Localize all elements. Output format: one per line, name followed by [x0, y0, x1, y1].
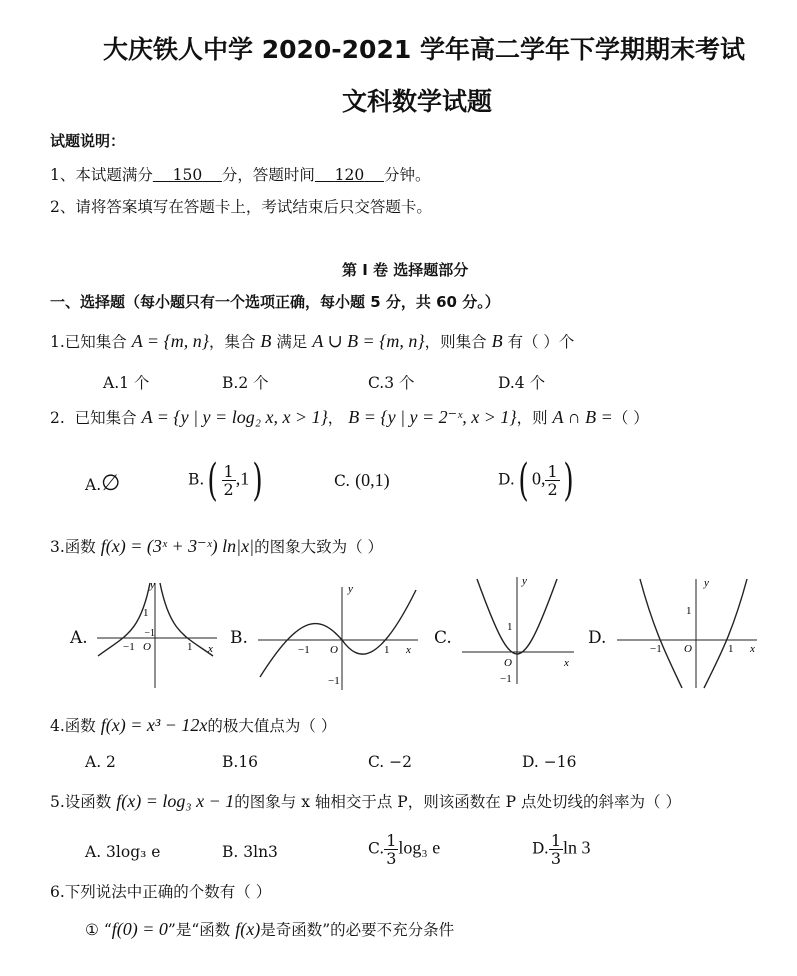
q4-option-c: C. −2	[368, 753, 413, 771]
graph-b	[258, 582, 423, 692]
svg-text:−1: −1	[650, 643, 662, 655]
svg-text:y: y	[704, 577, 709, 589]
svg-text:−1: −1	[328, 675, 340, 687]
q2-option-c: C. (0,1)	[334, 470, 390, 490]
question-4: 4.函数 f(x) = x³ − 12x的极大值点为（ ）	[50, 715, 337, 735]
q1-option-c: C.3 个	[368, 374, 415, 392]
q4-option-d: D. −16	[522, 753, 577, 771]
svg-text:O: O	[143, 641, 151, 653]
q3-label-d: D.	[588, 628, 607, 648]
svg-text:x: x	[564, 657, 569, 669]
part-heading: 一、选择题（每小题只有一个选项正确，每小题 5 分，共 60 分。）	[50, 293, 500, 311]
q5-option-d: D. $\frac{1}{3}$ ln 3	[532, 831, 591, 868]
instructions-line2: 2、请将答案填写在答题卡上，考试结束后只交答题卡。	[50, 198, 432, 216]
question-2: 2. 已知集合 A = {y | y = log₂ x, x > 1}， B = {y | y = 2⁻ˣ, x > 1}，则 A ∩ B =（ ）	[50, 407, 649, 427]
section-label: 第 I 卷 选择题部分	[342, 261, 469, 279]
svg-text:O: O	[330, 644, 338, 656]
q4-option-b: B.16	[222, 753, 259, 771]
q1-option-a: A.1 个	[103, 374, 150, 392]
q6-item-1: ① “f(0) = 0”是“函数 f(x)是奇函数”的必要不充分条件	[85, 919, 455, 939]
q3-label-a: A.	[70, 628, 88, 648]
svg-text:1: 1	[143, 607, 149, 619]
exam-subtitle: 文科数学试题	[342, 87, 493, 116]
svg-text:1: 1	[384, 644, 390, 656]
graph-a	[95, 578, 225, 693]
svg-text:1: 1	[507, 621, 513, 633]
question-6: 6.下列说法中正确的个数有（ ）	[50, 883, 272, 901]
svg-text:O: O	[504, 657, 512, 669]
svg-text:O: O	[684, 643, 692, 655]
instructions-heading: 试题说明：	[50, 132, 126, 150]
question-5: 5.设函数 f(x) = log₃ x − 1的图象与 x 轴相交于点 P，则该函数在 P 点处切线的斜率为（ ）	[50, 791, 681, 811]
q3-label-c: C.	[434, 628, 452, 648]
question-1: 1.已知集合 A = {m, n}，集合 B 满足 A ∪ B = {m, n}，则集合 B 有（ ）个	[50, 331, 575, 351]
q2-option-b: B.( $\frac{1}{2}$ ,1)	[188, 455, 263, 506]
svg-text:−1: −1	[144, 628, 155, 639]
svg-text:x: x	[406, 644, 411, 656]
q4-option-a: A. 2	[85, 753, 116, 771]
svg-text:y: y	[150, 579, 155, 591]
q5-option-b: B. 3ln3	[222, 843, 278, 861]
svg-text:1: 1	[187, 641, 193, 653]
svg-text:x: x	[750, 643, 755, 655]
svg-text:−1: −1	[500, 673, 512, 685]
q2-option-d: D.( 0, $\frac{1}{2}$ )	[498, 455, 574, 506]
svg-text:x: x	[208, 643, 213, 655]
instructions-line1: 1、本试题满分 150 分，答题时间 120 分钟。	[50, 166, 431, 184]
q2-option-a: A.∅	[85, 470, 121, 495]
question-3: 3.函数 f(x) = (3ˣ + 3⁻ˣ) ln|x|的图象大致为（ ）	[50, 536, 383, 556]
svg-text:1: 1	[686, 605, 692, 617]
svg-text:−1: −1	[298, 644, 310, 656]
q5-option-c: C. $\frac{1}{3}$ log₃ e	[368, 831, 441, 868]
svg-text:1: 1	[728, 643, 734, 655]
svg-text:y: y	[348, 583, 353, 595]
q1-option-b: B.2 个	[222, 374, 269, 392]
graph-d	[612, 576, 762, 691]
svg-text:−1: −1	[123, 641, 135, 653]
svg-text:y: y	[522, 575, 527, 587]
q5-option-a: A. 3log₃ e	[85, 843, 161, 861]
q3-label-b: B.	[230, 628, 248, 648]
q1-option-d: D.4 个	[498, 374, 546, 392]
graph-c	[462, 574, 582, 689]
exam-title: 大庆铁人中学 2020-2021 学年高二学年下学期期末考试	[103, 35, 745, 64]
